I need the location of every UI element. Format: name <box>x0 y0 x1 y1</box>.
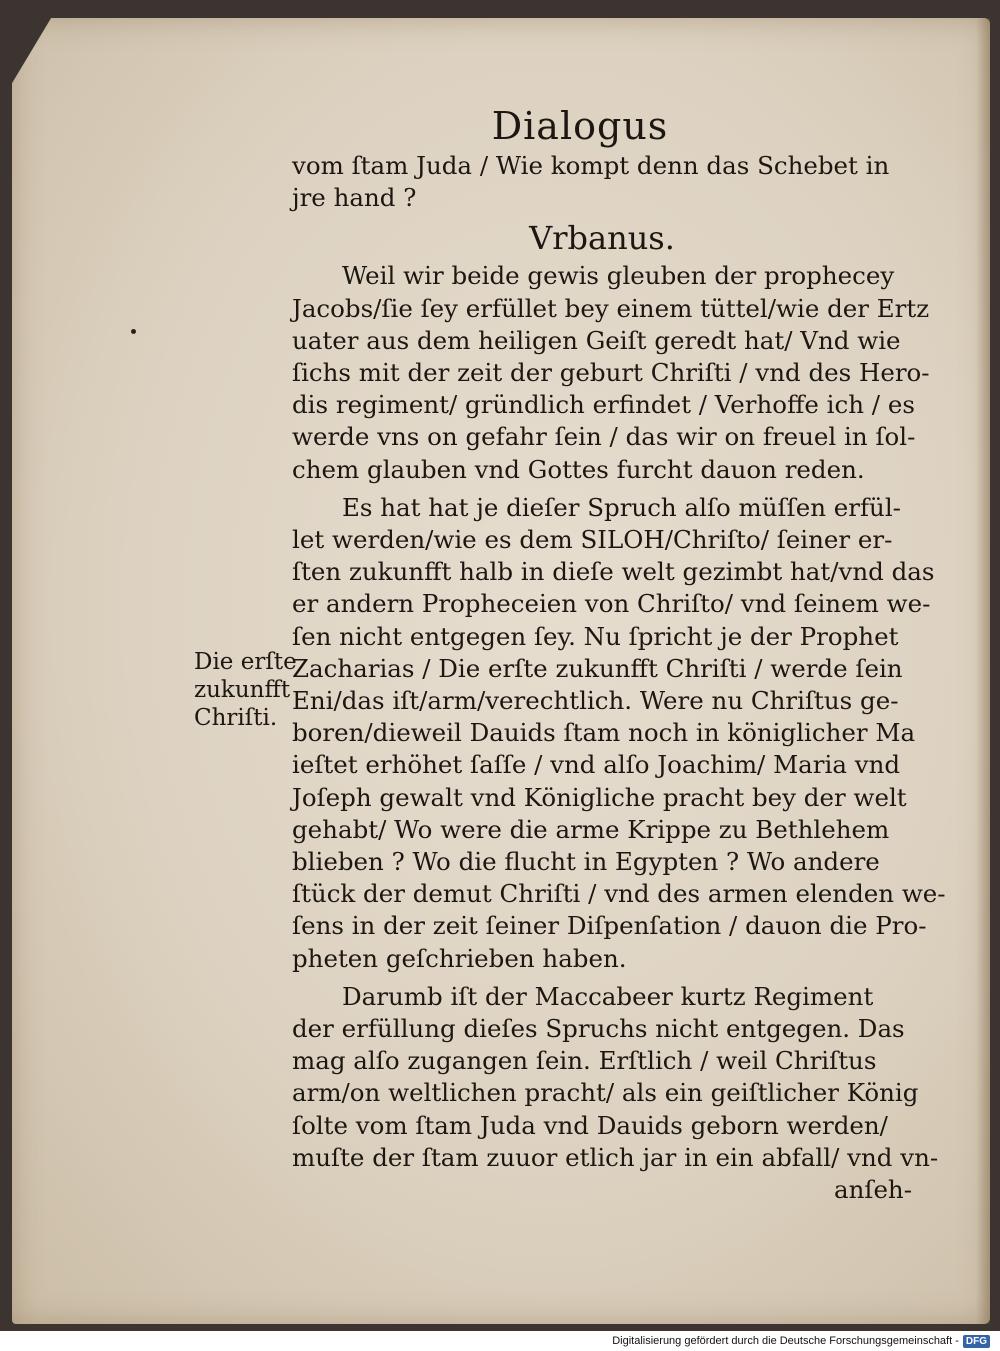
text-line: blieben ? Wo die flucht in Egypten ? Wo andere <box>292 847 880 877</box>
text-line: let werden/wie es dem SILOH/Chriſto/ ſeiner er- <box>292 525 893 555</box>
text-line: mag alſo zugangen ſein. Erſtlich / weil Chriſtus <box>292 1046 877 1076</box>
text-line: der erfüllung dieſes Spruchs nicht entgegen. Das <box>292 1014 905 1044</box>
marginal-note <box>194 648 297 732</box>
text-line: jre hand ? <box>292 183 417 213</box>
text-line: Weil wir beide gewis gleuben der prophecey <box>342 261 895 291</box>
text-line: Eni/das iſt/arm/verechtlich. Were nu Chriſtus ge- <box>292 686 899 716</box>
ink-speck <box>131 329 136 334</box>
text-line: werde vns on gefahr ſein / das wir on freuel in ſol- <box>292 422 916 452</box>
marginal-line: zukunfft <box>194 677 291 703</box>
text-line: chem glauben vnd Gottes furcht dauon reden. <box>292 454 865 484</box>
text-line: muſte der ſtam zuuor etlich jar in ein abfall/ vnd vn- <box>292 1142 939 1172</box>
funding-footer <box>0 1331 1000 1351</box>
text-line: Darumb iſt der Maccabeer kurtz Regiment <box>342 981 874 1011</box>
text-line: ſichs mit der zeit der geburt Chriſti / vnd des Hero- <box>292 358 930 388</box>
text-line: ſtück der demut Chriſti / vnd des armen elenden we- <box>292 879 946 909</box>
marginal-line: Die erſte <box>194 649 297 675</box>
text-line: Joſeph gewalt vnd Königliche pracht bey der welt <box>292 782 907 812</box>
speaker-heading: Vrbanus. <box>529 219 675 258</box>
text-line: ſens in der zeit ſeiner Diſpenſation / dauon die Pro- <box>292 911 927 941</box>
text-line: Zacharias / Die erſte zukunfft Chriſti / werde ſein <box>292 653 903 683</box>
dfg-logo: DFG <box>963 1335 990 1348</box>
text-line: ieſtet erhöhet ſaſſe / vnd alſo Joachim/ Maria vnd <box>292 750 901 780</box>
text-line: ſten zukunfft halb in dieſe welt gezimbt hat/vnd das <box>292 557 935 587</box>
text-line: boren/dieweil Dauids ſtam noch in königlicher Ma <box>292 718 916 748</box>
marginal-line: Chriſti. <box>194 705 278 731</box>
text-line: ſolte vom ſtam Juda vnd Dauids geborn werden/ <box>292 1110 888 1140</box>
text-line: pheten geſchrieben haben. <box>292 943 627 973</box>
text-line: er andern Propheceien von Chriſto/ vnd ſeinem we- <box>292 589 931 619</box>
text-line: ſen nicht entgegen ſey. Nu ſpricht je der Prophet <box>292 621 899 651</box>
text-line: vom ſtam Juda / Wie kompt denn das Schebet in <box>292 151 890 180</box>
text-line: gehabt/ Wo were die arme Krippe zu Bethlehem <box>292 814 890 844</box>
text-line: dis regiment/ gründlich erfindet / Verhoffe ich / es <box>292 390 915 420</box>
footer-credit: Digitalisierung gefördert durch die Deutsche Forschungsgemeinschaft - <box>612 1335 959 1347</box>
running-title: Dialogus <box>491 104 669 148</box>
text-line: Jacobs/ſie ſey erfüllet bey einem tüttel/wie der Ertz <box>292 293 930 323</box>
text-line: arm/on weltlichen pracht/ als ein geiſtlicher König <box>292 1078 919 1108</box>
body-text <box>292 150 946 1206</box>
text-line: uater aus dem heiligen Geiſt geredt hat/ Vnd wie <box>292 325 901 355</box>
text-line: Es hat hat je dieſer Spruch alſo müſſen erfül- <box>342 492 901 522</box>
catchword: anſeh- <box>833 1175 912 1205</box>
page-edge-shadow <box>976 18 990 1324</box>
